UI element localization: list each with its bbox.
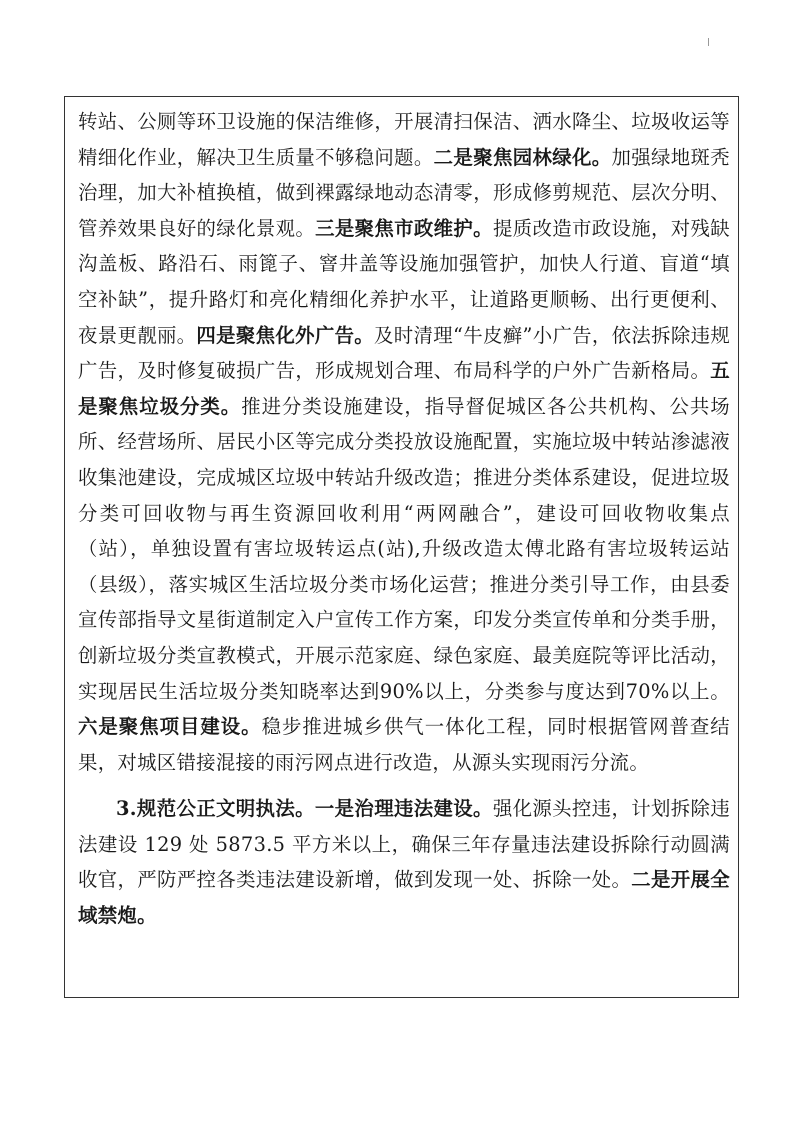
heading-firework-ban: 二是开展全域禁炮。	[78, 868, 730, 928]
scan-mark	[708, 38, 709, 46]
text-segment: 稳步推进城乡供气一体化工程，同时根据管网普查结果，对城区错接混接的雨污网点进行改造，从源头实现雨污分流。	[78, 715, 730, 774]
heading-municipal-maintenance: 三是聚焦市政维护。	[315, 216, 493, 240]
heading-advertising: 四是聚焦化外广告。	[196, 323, 375, 347]
heading-landscaping: 二是聚焦园林绿化。	[433, 145, 612, 169]
text-segment: 推进分类设施建设，指导督促城区各公共机构、公共场所、经营场所、居民小区等完成分类投放设施配置，实施垃圾中转站渗滤液收集池建设，完成城区垃圾中转站升级改造；推进分类体系建设，促进垃圾分类可回收物与再生资源回收利用“两网融合”，建设可回收物收集点（站），单独设置有害垃圾转运点(站),升级改造太傅北路有害垃圾转运站（县级），落实城区生活垃圾分类市场化运营；推进分类引导工作，由县委宣传部指导文星街道制定入户宣传工作方案，印发分类宣传单和分类手册，创新垃圾分类宣教模式，开展示范家庭、绿色家庭、最美庭院等评比活动，实现居民生活垃圾分类知晓率达到90%以上，分类参与度达到70%以上。	[78, 394, 731, 703]
text-segment: 及时清理“牛皮癣”小广告，依法拆除违规广告，及时修复破损广告，形成规划合理、布局科学的户外广告新格局。	[78, 323, 731, 383]
heading-illegal-construction: 一是治理违法建设。	[314, 797, 493, 821]
heading-project-construction: 六是聚焦项目建设。	[78, 715, 262, 739]
section-heading-law-enforcement: 3.规范公正文明执法。	[116, 797, 315, 821]
text-segment: 提质改造市政设施，对残缺沟盖板、路沿石、雨篦子、窨井盖等设施加强管护，加快人行道、盲道“填空补缺”，提升路灯和亮化精细化养护水平，让道路更顺畅、出行更便利、夜景更靓丽。	[78, 216, 730, 347]
paragraph-law-enforcement	[78, 791, 730, 933]
text-segment: 强化源头控违，计划拆除违法建设 129 处 5873.5 平方米以上，确保三年存量违法建设拆除行动圆满收官，严防严控各类违法建设新增，做到发现一处、拆除一处。	[78, 797, 731, 892]
paragraph-urban-management	[78, 104, 730, 780]
document-body	[78, 104, 730, 934]
text-segment: 加强绿地斑秃治理，加大补植换植，做到裸露绿地动态清零，形成修剪规范、层次分明、管养效果良好的绿化景观。	[78, 145, 731, 240]
text-segment: 转站、公厕等环卫设施的保洁维修，开展清扫保洁、洒水降尘、垃圾收运等精细化作业，解决卫生质量不够稳问题。	[78, 110, 730, 169]
heading-garbage-sorting: 五是聚焦垃圾分类。	[78, 359, 730, 418]
